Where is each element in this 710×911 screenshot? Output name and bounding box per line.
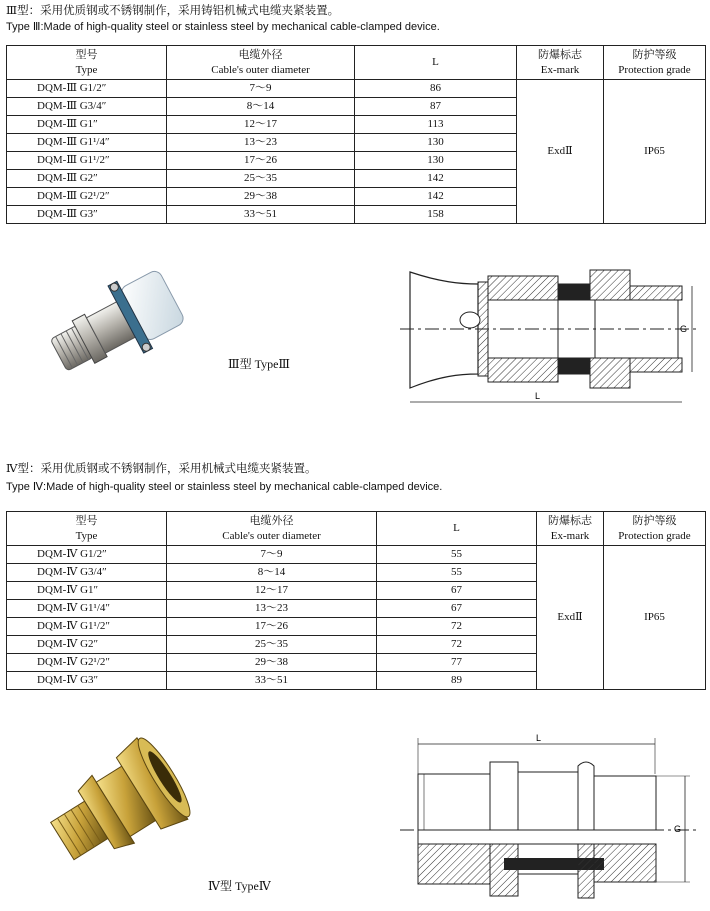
cell-l: 77 xyxy=(377,654,537,672)
type4-drawing xyxy=(400,732,705,904)
header-l: L xyxy=(355,46,517,80)
header-prot-cn: 防护等级 xyxy=(632,514,677,527)
cell-model: DQM-Ⅳ G1¹/2″ xyxy=(7,618,167,636)
section3-spec-table xyxy=(6,45,706,224)
cell-model: DQM-Ⅲ G2¹/2″ xyxy=(7,188,167,206)
header-ex-en: Ex-mark xyxy=(540,63,580,76)
header-ex-cn: 防爆标志 xyxy=(538,48,582,61)
cell-diameter: 29～38 xyxy=(167,188,355,206)
header-type-cn: 型号 xyxy=(75,514,98,527)
table-header-row xyxy=(7,46,706,80)
header-type-en: Type xyxy=(75,529,98,542)
cell-l: 130 xyxy=(355,152,517,170)
cell-diameter: 12～17 xyxy=(167,582,377,600)
cell-model: DQM-Ⅲ G3″ xyxy=(7,206,167,224)
header-prot-en: Protection grade xyxy=(618,529,691,542)
type4-label-l: L xyxy=(536,733,542,743)
section3-title-cn: Ⅲ型：采用优质钢或不锈钢制作，采用铸铝机械式电缆夹紧装置。 xyxy=(6,5,340,17)
section3-title-en: Type Ⅲ:Made of high-quality steel or stainless steel by mechanical cable-clamped device. xyxy=(6,21,440,33)
table-row xyxy=(7,546,706,564)
type3-label-l: L xyxy=(535,391,541,401)
header-prot-cn: 防护等级 xyxy=(632,48,677,61)
cell-l: 86 xyxy=(355,80,517,98)
header-diameter-cn: 电缆外径 xyxy=(249,514,294,527)
cell-l: 67 xyxy=(377,582,537,600)
type3-drawing xyxy=(400,262,705,412)
cell-l: 142 xyxy=(355,188,517,206)
type3-product-photo xyxy=(40,262,200,372)
cell-l: 130 xyxy=(355,134,517,152)
cell-diameter: 8～14 xyxy=(167,98,355,116)
cell-l: 72 xyxy=(377,618,537,636)
cell-model: DQM-Ⅳ G3″ xyxy=(7,672,167,690)
cell-diameter: 25～35 xyxy=(167,636,377,654)
cell-model: DQM-Ⅳ G3/4″ xyxy=(7,564,167,582)
cell-l: 72 xyxy=(377,636,537,654)
cell-l: 55 xyxy=(377,564,537,582)
header-type-en: Type xyxy=(75,63,98,76)
cell-diameter: 25～35 xyxy=(167,170,355,188)
cell-protection: IP65 xyxy=(604,546,706,690)
cell-diameter: 13～23 xyxy=(167,600,377,618)
cell-model: DQM-Ⅳ G1/2″ xyxy=(7,546,167,564)
cell-diameter: 7～9 xyxy=(167,546,377,564)
cell-diameter: 13～23 xyxy=(167,134,355,152)
cell-l: 113 xyxy=(355,116,517,134)
header-ex-mark xyxy=(537,512,604,546)
cell-diameter: 17～26 xyxy=(167,152,355,170)
header-diameter xyxy=(167,46,355,80)
header-type-cn: 型号 xyxy=(75,48,98,61)
section4-title-cn: Ⅳ型：采用优质钢或不锈钢制作，采用机械式电缆夹紧装置。 xyxy=(6,463,317,475)
header-l: L xyxy=(377,512,537,546)
header-protection xyxy=(604,512,706,546)
header-ex-mark xyxy=(517,46,604,80)
header-type xyxy=(7,46,167,80)
header-protection xyxy=(604,46,706,80)
section4-spec-table xyxy=(6,511,706,690)
cell-model: DQM-Ⅲ G2″ xyxy=(7,170,167,188)
cell-diameter: 17～26 xyxy=(167,618,377,636)
header-prot-en: Protection grade xyxy=(618,63,691,76)
type3-label-g: G xyxy=(680,324,688,334)
cell-model: DQM-Ⅳ G2¹/2″ xyxy=(7,654,167,672)
header-ex-cn: 防爆标志 xyxy=(548,514,592,527)
header-diameter-cn: 电缆外径 xyxy=(238,48,283,61)
cell-l: 89 xyxy=(377,672,537,690)
header-ex-en: Ex-mark xyxy=(550,529,590,542)
cell-l: 158 xyxy=(355,206,517,224)
table-row xyxy=(7,80,706,98)
cell-l: 87 xyxy=(355,98,517,116)
cell-model: DQM-Ⅲ G1¹/2″ xyxy=(7,152,167,170)
cell-ex-mark: ExdⅡ xyxy=(517,80,604,224)
header-type xyxy=(7,512,167,546)
cell-diameter: 7～9 xyxy=(167,80,355,98)
table-header-row xyxy=(7,512,706,546)
cell-model: DQM-Ⅲ G1/2″ xyxy=(7,80,167,98)
cell-model: DQM-Ⅳ G2″ xyxy=(7,636,167,654)
cell-l: 142 xyxy=(355,170,517,188)
header-diameter xyxy=(167,512,377,546)
cell-model: DQM-Ⅳ G1¹/4″ xyxy=(7,600,167,618)
type4-caption: Ⅳ型 TypeⅣ xyxy=(208,879,271,893)
cell-model: DQM-Ⅲ G1″ xyxy=(7,116,167,134)
cell-diameter: 12～17 xyxy=(167,116,355,134)
header-diameter-en: Cable's outer diameter xyxy=(211,63,310,76)
section4-title-en: Type Ⅳ:Made of high-quality steel or stainless steel by mechanical cable-clamped device. xyxy=(6,481,443,493)
type3-caption: Ⅲ型 TypeⅢ xyxy=(228,357,290,371)
cell-diameter: 33～51 xyxy=(167,206,355,224)
header-diameter-en: Cable's outer diameter xyxy=(222,529,321,542)
type4-product-photo xyxy=(40,735,200,870)
cell-protection: IP65 xyxy=(604,80,706,224)
cell-ex-mark: ExdⅡ xyxy=(537,546,604,690)
cell-model: DQM-Ⅳ G1″ xyxy=(7,582,167,600)
cell-model: DQM-Ⅲ G1¹/4″ xyxy=(7,134,167,152)
cell-model: DQM-Ⅲ G3/4″ xyxy=(7,98,167,116)
cell-l: 55 xyxy=(377,546,537,564)
cell-diameter: 29～38 xyxy=(167,654,377,672)
cell-diameter: 8～14 xyxy=(167,564,377,582)
cell-l: 67 xyxy=(377,600,537,618)
type4-label-g: G xyxy=(674,824,682,834)
cell-diameter: 33～51 xyxy=(167,672,377,690)
